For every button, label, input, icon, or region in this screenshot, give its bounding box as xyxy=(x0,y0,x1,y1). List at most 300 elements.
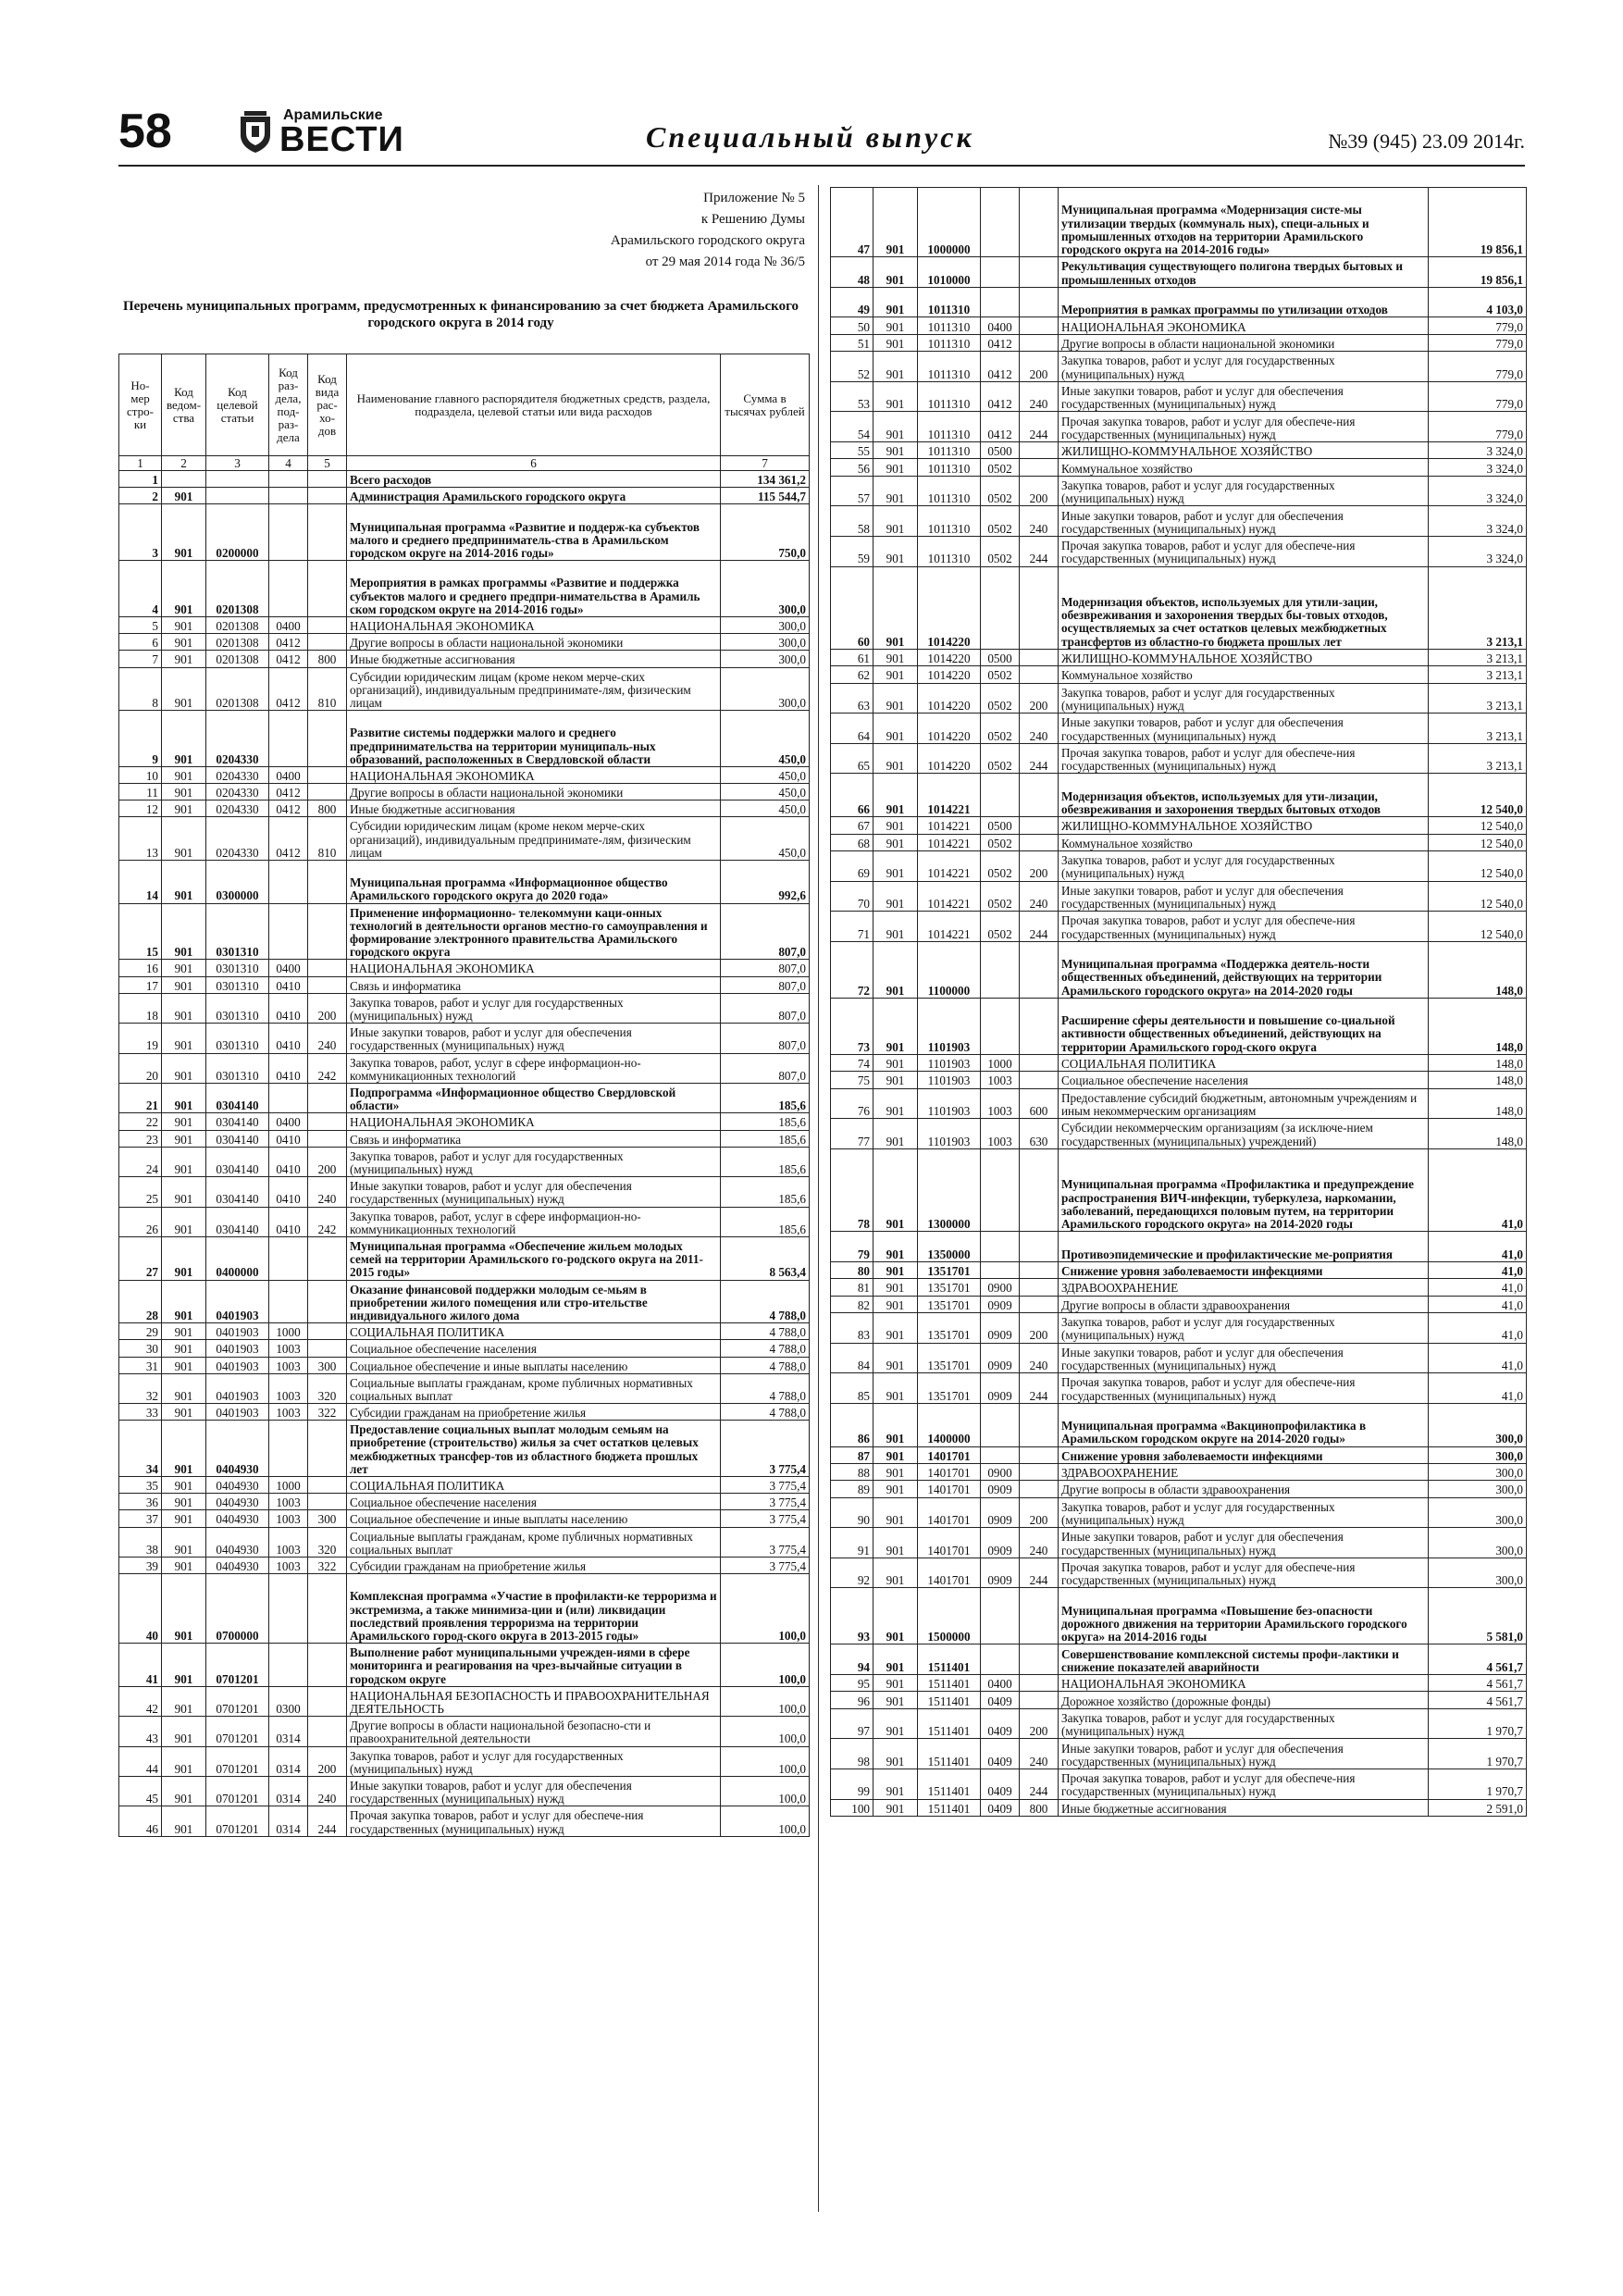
section-code-cell xyxy=(981,941,1020,998)
expense-type-cell: 320 xyxy=(308,1527,347,1557)
table-row xyxy=(119,1806,810,1836)
section-code-cell xyxy=(981,998,1020,1054)
dept-code-cell: 901 xyxy=(873,352,918,382)
dept-code-cell: 901 xyxy=(873,912,918,942)
expense-type-cell: 244 xyxy=(1020,536,1059,566)
expense-type-cell xyxy=(1020,441,1059,458)
section-code-cell: 0314 xyxy=(269,1806,308,1836)
amount-cell: 41,0 xyxy=(1429,1296,1527,1312)
table-row xyxy=(119,1686,810,1716)
item-name-cell: Прочая закупка товаров, работ и услуг для обеспече-ния государственных (муниципальных) нужд xyxy=(1059,1769,1429,1800)
item-name-cell: Иные закупки товаров, работ и услуг для обеспечения государственных (муниципальных) нужд xyxy=(1059,381,1429,412)
target-code-cell: 1011310 xyxy=(918,476,981,506)
amount-cell: 1 970,7 xyxy=(1429,1739,1527,1769)
table-row xyxy=(119,1527,810,1557)
table-row xyxy=(831,506,1527,537)
row-number-cell: 24 xyxy=(119,1147,162,1176)
table-row xyxy=(831,1446,1527,1463)
expense-type-cell: 200 xyxy=(1020,851,1059,882)
table-row xyxy=(119,1323,810,1340)
expense-type-cell xyxy=(1020,1296,1059,1312)
item-name-cell: Прочая закупка товаров, работ и услуг для обеспече-ния государственных (муниципальных) нужд xyxy=(1059,1373,1429,1404)
item-name-cell: Всего расходов xyxy=(347,471,721,488)
table-row xyxy=(831,912,1527,942)
row-number-cell: 40 xyxy=(119,1574,162,1644)
target-code-cell: 0404930 xyxy=(206,1477,269,1494)
expense-type-cell: 200 xyxy=(1020,352,1059,382)
row-number-cell: 44 xyxy=(119,1746,162,1776)
dept-code-cell: 901 xyxy=(162,1776,206,1806)
section-code-cell: 0412 xyxy=(981,412,1020,442)
section-code-cell: 0502 xyxy=(981,536,1020,566)
section-code-cell: 0412 xyxy=(981,334,1020,351)
expense-type-cell xyxy=(1020,317,1059,334)
item-name-cell: Иные закупки товаров, работ и услуг для обеспечения государственных (муниципальных) нужд xyxy=(347,1776,721,1806)
header-cell: Код целевой статьи xyxy=(206,354,269,456)
target-code-cell: 1351701 xyxy=(918,1279,981,1296)
amount-cell: 185,6 xyxy=(721,1147,810,1176)
item-name-cell: Другие вопросы в области национальной экономики xyxy=(1059,334,1429,351)
item-name-cell: Социальное обеспечение населения xyxy=(347,1494,721,1510)
table-row xyxy=(119,1113,810,1130)
expense-type-cell: 200 xyxy=(1020,1312,1059,1343)
target-code-cell: 0301310 xyxy=(206,993,269,1023)
expense-type-cell xyxy=(1020,1072,1059,1088)
dept-code-cell: 901 xyxy=(162,960,206,976)
expense-type-cell: 200 xyxy=(308,1746,347,1776)
dept-code-cell: 901 xyxy=(162,1404,206,1421)
expense-type-cell: 810 xyxy=(308,817,347,861)
expense-type-cell xyxy=(1020,1644,1059,1675)
table-row xyxy=(831,352,1527,382)
dept-code-cell: 901 xyxy=(873,666,918,683)
amount-cell: 148,0 xyxy=(1429,1072,1527,1088)
row-number-cell: 98 xyxy=(831,1739,873,1769)
row-number-cell: 28 xyxy=(119,1280,162,1323)
row-number-cell: 90 xyxy=(831,1497,873,1528)
section-code-cell xyxy=(269,861,308,904)
table-row xyxy=(831,1119,1527,1149)
item-name-cell: Субсидии юридическим лицам (кроме неком мерче-ских организаций), индивидуальным предпринимате-лям, физическим лицам xyxy=(347,817,721,861)
target-code-cell: 0401903 xyxy=(206,1404,269,1421)
amount-cell: 3 213,1 xyxy=(1429,566,1527,649)
amount-cell: 3 324,0 xyxy=(1429,506,1527,537)
target-code-cell: 0701201 xyxy=(206,1644,269,1687)
dept-code-cell: 901 xyxy=(162,1717,206,1746)
dept-code-cell: 901 xyxy=(162,1421,206,1477)
dept-code-cell: 901 xyxy=(873,774,918,817)
expense-type-cell: 244 xyxy=(1020,1373,1059,1404)
table-row xyxy=(831,1343,1527,1373)
expense-type-cell xyxy=(308,1340,347,1357)
table-row xyxy=(119,1776,810,1806)
amount-cell: 12 540,0 xyxy=(1429,834,1527,850)
amount-cell: 807,0 xyxy=(721,1024,810,1053)
expense-type-cell: 800 xyxy=(308,651,347,667)
target-code-cell: 1014221 xyxy=(918,851,981,882)
table-row xyxy=(831,1054,1527,1071)
amount-cell: 450,0 xyxy=(721,766,810,783)
table-row xyxy=(831,1588,1527,1644)
row-number-cell: 46 xyxy=(119,1806,162,1836)
item-name-cell: Муниципальная программа «Развитие и поддерж-ка субъектов малого и среднего предприниматель-ства в Арамильском городском округе на 2014-2016 годы» xyxy=(347,504,721,561)
item-name-cell: Иные закупки товаров, работ и услуг для обеспечения государственных (муниципальных) нужд xyxy=(1059,1739,1429,1769)
row-number-cell: 78 xyxy=(831,1148,873,1231)
table-row xyxy=(831,1296,1527,1312)
expense-type-cell xyxy=(308,1323,347,1340)
expense-type-cell: 200 xyxy=(1020,1497,1059,1528)
amount-cell: 300,0 xyxy=(1429,1558,1527,1588)
dept-code-cell: 901 xyxy=(162,993,206,1023)
row-number-cell: 73 xyxy=(831,998,873,1054)
amount-cell: 300,0 xyxy=(721,634,810,651)
expense-type-cell: 244 xyxy=(1020,743,1059,774)
target-code-cell: 0304140 xyxy=(206,1207,269,1236)
row-number-cell: 7 xyxy=(119,651,162,667)
item-name-cell: ЖИЛИЩНО-КОММУНАЛЬНОЕ ХОЗЯЙСТВО xyxy=(1059,649,1429,665)
section-code-cell xyxy=(981,1446,1020,1463)
section-code-cell: 0502 xyxy=(981,834,1020,850)
item-name-cell: Иные бюджетные ассигнования xyxy=(1059,1799,1429,1816)
dept-code-cell: 901 xyxy=(873,317,918,334)
expense-type-cell xyxy=(308,1236,347,1280)
amount-cell: 185,6 xyxy=(721,1113,810,1130)
row-number-cell: 66 xyxy=(831,774,873,817)
row-number-cell: 30 xyxy=(119,1340,162,1357)
target-code-cell: 0404930 xyxy=(206,1494,269,1510)
table-row xyxy=(831,1708,1527,1739)
item-name-cell: Иные закупки товаров, работ и услуг для обеспечения государственных (муниципальных) нужд xyxy=(1059,506,1429,537)
target-code-cell: 1101903 xyxy=(918,1054,981,1071)
dept-code-cell: 901 xyxy=(162,561,206,617)
dept-code-cell: 901 xyxy=(162,1558,206,1574)
amount-cell: 100,0 xyxy=(721,1686,810,1716)
expense-type-cell xyxy=(1020,1261,1059,1278)
section-code-cell: 0500 xyxy=(981,817,1020,834)
amount-cell: 3 213,1 xyxy=(1429,649,1527,665)
expense-type-cell xyxy=(308,1280,347,1323)
table-row xyxy=(831,1312,1527,1343)
row-number-cell: 89 xyxy=(831,1481,873,1497)
expense-type-cell xyxy=(308,488,347,504)
target-code-cell: 0301310 xyxy=(206,903,269,960)
target-code-cell: 1014221 xyxy=(918,912,981,942)
dept-code-cell xyxy=(162,471,206,488)
expense-type-cell: 322 xyxy=(308,1558,347,1574)
target-code-cell: 0701201 xyxy=(206,1686,269,1716)
row-number-cell: 57 xyxy=(831,476,873,506)
item-name-cell: Снижение уровня заболеваемости инфекциями xyxy=(1059,1261,1429,1278)
row-number-cell: 75 xyxy=(831,1072,873,1088)
expense-type-cell xyxy=(308,1477,347,1494)
amount-cell: 779,0 xyxy=(1429,381,1527,412)
table-row xyxy=(831,1373,1527,1404)
item-name-cell: Муниципальная программа «Вакцинопрофилактика в Арамильском городском округе на 2014-2020 годы» xyxy=(1059,1403,1429,1446)
expense-type-cell: 200 xyxy=(308,993,347,1023)
column-number: 4 xyxy=(269,456,308,471)
section-code-cell: 1003 xyxy=(269,1340,308,1357)
row-number-cell: 97 xyxy=(831,1708,873,1739)
amount-cell: 2 591,0 xyxy=(1429,1799,1527,1816)
target-code-cell: 0204330 xyxy=(206,817,269,861)
amount-cell: 100,0 xyxy=(721,1717,810,1746)
appendix-line: Арамильского городского округа xyxy=(610,233,805,248)
target-code-cell: 1010000 xyxy=(918,257,981,288)
dept-code-cell: 901 xyxy=(162,1644,206,1687)
amount-cell: 300,0 xyxy=(1429,1446,1527,1463)
expense-type-cell: 200 xyxy=(1020,683,1059,714)
section-code-cell: 0410 xyxy=(269,1024,308,1053)
item-name-cell: Применение информационно- телекоммуни каци-онных технологий в деятельности органов местно-го самоуправления и формирование электронного правительства Арамильского городского округа xyxy=(347,903,721,960)
target-code-cell: 0201308 xyxy=(206,616,269,633)
section-code-cell: 0502 xyxy=(981,459,1020,476)
dept-code-cell: 901 xyxy=(873,1799,918,1816)
dept-code-cell: 901 xyxy=(873,1644,918,1675)
amount-cell: 148,0 xyxy=(1429,998,1527,1054)
item-name-cell: ЖИЛИЩНО-КОММУНАЛЬНОЕ ХОЗЯЙСТВО xyxy=(1059,817,1429,834)
dept-code-cell: 901 xyxy=(162,1340,206,1357)
item-name-cell: Субсидии юридическим лицам (кроме неком мерче-ских организаций), индивидуальным предпринимате-лям, физическим лицам xyxy=(347,667,721,711)
amount-cell: 450,0 xyxy=(721,784,810,800)
row-number-cell: 67 xyxy=(831,817,873,834)
expense-type-cell xyxy=(308,1084,347,1113)
dept-code-cell: 901 xyxy=(162,1053,206,1083)
dept-code-cell: 901 xyxy=(873,998,918,1054)
table-row xyxy=(831,714,1527,744)
section-code-cell: 0502 xyxy=(981,743,1020,774)
section-code-cell: 0412 xyxy=(269,667,308,711)
item-name-cell: Развитие системы поддержки малого и среднего предпринимательства на территории муниципаль-ных образований, расположенных в Свердловской области xyxy=(347,711,721,767)
dept-code-cell: 901 xyxy=(873,851,918,882)
issue-info: №39 (945) 23.09 2014г. xyxy=(1328,130,1525,153)
table-row xyxy=(831,1769,1527,1800)
target-code-cell: 0301310 xyxy=(206,960,269,976)
row-number-cell: 80 xyxy=(831,1261,873,1278)
dept-code-cell: 901 xyxy=(162,651,206,667)
table-row xyxy=(119,1404,810,1421)
dept-code-cell: 901 xyxy=(873,1497,918,1528)
section-code-cell: 0909 xyxy=(981,1296,1020,1312)
target-code-cell: 0304140 xyxy=(206,1113,269,1130)
amount-cell: 450,0 xyxy=(721,800,810,817)
target-code-cell: 1401701 xyxy=(918,1497,981,1528)
column-divider xyxy=(818,185,819,2212)
item-name-cell: Социальные выплаты гражданам, кроме публичных нормативных социальных выплат xyxy=(347,1527,721,1557)
target-code-cell: 0401903 xyxy=(206,1280,269,1323)
target-code-cell: 0404930 xyxy=(206,1527,269,1557)
section-code-cell: 0909 xyxy=(981,1373,1020,1404)
target-code-cell: 0304140 xyxy=(206,1130,269,1147)
item-name-cell: Иные закупки товаров, работ и услуг для обеспечения государственных (муниципальных) нужд xyxy=(347,1177,721,1207)
row-number-cell: 91 xyxy=(831,1528,873,1558)
target-code-cell: 0404930 xyxy=(206,1421,269,1477)
dept-code-cell: 901 xyxy=(162,634,206,651)
table-row xyxy=(831,1072,1527,1088)
expense-type-cell: 600 xyxy=(1020,1088,1059,1119)
column-number: 3 xyxy=(206,456,269,471)
amount-cell: 100,0 xyxy=(721,1746,810,1776)
expense-type-cell: 800 xyxy=(308,800,347,817)
expense-type-cell xyxy=(1020,1692,1059,1708)
row-number-cell: 34 xyxy=(119,1421,162,1477)
item-name-cell: Предоставление субсидий бюджетным, автономным учреждениям и иным некоммерческим организациям xyxy=(1059,1088,1429,1119)
target-code-cell: 1400000 xyxy=(918,1403,981,1446)
amount-cell: 807,0 xyxy=(721,960,810,976)
amount-cell: 300,0 xyxy=(1429,1403,1527,1446)
section-code-cell: 0400 xyxy=(269,1113,308,1130)
section-code-cell: 1000 xyxy=(269,1477,308,1494)
amount-cell: 115 544,7 xyxy=(721,488,810,504)
item-name-cell: Закупка товаров, работ и услуг для государственных (муниципальных) нужд xyxy=(1059,1312,1429,1343)
row-number-cell: 58 xyxy=(831,506,873,537)
expense-type-cell: 320 xyxy=(308,1373,347,1403)
section-code-cell xyxy=(981,287,1020,317)
row-number-cell: 16 xyxy=(119,960,162,976)
dept-code-cell: 901 xyxy=(873,1072,918,1088)
item-name-cell: Комплексная программа «Участие в профилакти-ке терроризма и экстремизма, а также минимиза-ции и (или) ликвидации последствий проявления терроризма на территории Арамильского город-ского округа в 2013-2015 годы» xyxy=(347,1574,721,1644)
row-number-cell: 9 xyxy=(119,711,162,767)
expense-type-cell xyxy=(1020,1446,1059,1463)
table-row xyxy=(831,1558,1527,1588)
row-number-cell: 2 xyxy=(119,488,162,504)
target-code-cell xyxy=(206,471,269,488)
expense-type-cell xyxy=(308,1574,347,1644)
section-code-cell: 0502 xyxy=(981,881,1020,912)
table-row xyxy=(119,976,810,993)
expense-type-cell xyxy=(1020,649,1059,665)
item-name-cell: Администрация Арамильского городского округа xyxy=(347,488,721,504)
item-name-cell: Расширение сферы деятельности и повышение со-циальной активности общественных объединений, действующих на территории Арамильского город-ского округа xyxy=(1059,998,1429,1054)
amount-cell: 4 788,0 xyxy=(721,1373,810,1403)
amount-cell: 3 213,1 xyxy=(1429,743,1527,774)
table-row xyxy=(831,683,1527,714)
item-name-cell: Подпрограмма «Информационное общество Свердловской области» xyxy=(347,1084,721,1113)
item-name-cell: Дорожное хозяйство (дорожные фонды) xyxy=(1059,1692,1429,1708)
section-code-cell xyxy=(269,903,308,960)
section-code-cell: 0909 xyxy=(981,1343,1020,1373)
row-number-cell: 81 xyxy=(831,1279,873,1296)
target-code-cell: 0204330 xyxy=(206,711,269,767)
column-number-row xyxy=(119,456,810,471)
row-number-cell: 3 xyxy=(119,504,162,561)
item-name-cell: ЖИЛИЩНО-КОММУНАЛЬНОЕ ХОЗЯЙСТВО xyxy=(1059,441,1429,458)
item-name-cell: НАЦИОНАЛЬНАЯ ЭКОНОМИКА xyxy=(347,616,721,633)
target-code-cell: 0200000 xyxy=(206,504,269,561)
row-number-cell: 52 xyxy=(831,352,873,382)
section-code-cell: 0909 xyxy=(981,1481,1020,1497)
item-name-cell: Другие вопросы в области здравоохранения xyxy=(1059,1296,1429,1312)
dept-code-cell: 901 xyxy=(873,506,918,537)
amount-cell: 41,0 xyxy=(1429,1373,1527,1404)
amount-cell: 3 213,1 xyxy=(1429,683,1527,714)
target-code-cell: 0701201 xyxy=(206,1746,269,1776)
row-number-cell: 99 xyxy=(831,1769,873,1800)
expense-type-cell: 244 xyxy=(1020,1769,1059,1800)
amount-cell: 4 103,0 xyxy=(1429,287,1527,317)
section-code-cell: 0412 xyxy=(269,634,308,651)
table-row xyxy=(831,1799,1527,1816)
dept-code-cell: 901 xyxy=(873,412,918,442)
newspaper-logo xyxy=(239,107,516,159)
table-row xyxy=(119,766,810,783)
table-row xyxy=(119,1644,810,1687)
amount-cell: 12 540,0 xyxy=(1429,851,1527,882)
dept-code-cell: 901 xyxy=(162,1024,206,1053)
row-number-cell: 42 xyxy=(119,1686,162,1716)
row-number-cell: 100 xyxy=(831,1799,873,1816)
section-code-cell: 0412 xyxy=(269,800,308,817)
dept-code-cell: 901 xyxy=(873,1343,918,1373)
row-number-cell: 15 xyxy=(119,903,162,960)
dept-code-cell: 901 xyxy=(873,287,918,317)
amount-cell: 300,0 xyxy=(721,561,810,617)
target-code-cell: 0204330 xyxy=(206,784,269,800)
dept-code-cell: 901 xyxy=(873,1528,918,1558)
header-cell: Код ведом-ства xyxy=(162,354,206,456)
amount-cell: 4 788,0 xyxy=(721,1280,810,1323)
amount-cell: 807,0 xyxy=(721,993,810,1023)
table-row xyxy=(831,1403,1527,1446)
expense-type-cell xyxy=(1020,1054,1059,1071)
row-number-cell: 84 xyxy=(831,1343,873,1373)
item-name-cell: Коммунальное хозяйство xyxy=(1059,666,1429,683)
section-code-cell: 0410 xyxy=(269,1177,308,1207)
row-number-cell: 33 xyxy=(119,1404,162,1421)
section-code-cell xyxy=(269,1280,308,1323)
amount-cell: 3 775,4 xyxy=(721,1421,810,1477)
amount-cell: 3 324,0 xyxy=(1429,536,1527,566)
dept-code-cell: 901 xyxy=(162,1323,206,1340)
section-code-cell: 0409 xyxy=(981,1769,1020,1800)
section-code-cell xyxy=(981,1403,1020,1446)
table-row xyxy=(831,287,1527,317)
item-name-cell: Иные бюджетные ассигнования xyxy=(347,800,721,817)
row-number-cell: 93 xyxy=(831,1588,873,1644)
table-row xyxy=(119,800,810,817)
row-number-cell: 8 xyxy=(119,667,162,711)
amount-cell: 148,0 xyxy=(1429,1054,1527,1071)
table-row xyxy=(119,1373,810,1403)
expense-type-cell: 240 xyxy=(1020,1343,1059,1373)
amount-cell: 41,0 xyxy=(1429,1279,1527,1296)
table-row xyxy=(119,667,810,711)
item-name-cell: НАЦИОНАЛЬНАЯ ЭКОНОМИКА xyxy=(1059,317,1429,334)
target-code-cell: 0301310 xyxy=(206,1053,269,1083)
item-name-cell: НАЦИОНАЛЬНАЯ ЭКОНОМИКА xyxy=(347,960,721,976)
target-code-cell: 1300000 xyxy=(918,1148,981,1231)
table-row xyxy=(831,1644,1527,1675)
amount-cell: 450,0 xyxy=(721,711,810,767)
section-code-cell: 1000 xyxy=(269,1323,308,1340)
section-code-cell: 0900 xyxy=(981,1279,1020,1296)
item-name-cell: Прочая закупка товаров, работ и услуг для обеспече-ния государственных (муниципальных) нужд xyxy=(1059,536,1429,566)
amount-cell: 3 775,4 xyxy=(721,1527,810,1557)
section-code-cell: 0502 xyxy=(981,506,1020,537)
section-code-cell xyxy=(269,1421,308,1477)
target-code-cell: 0304140 xyxy=(206,1177,269,1207)
table-row xyxy=(119,1357,810,1373)
amount-cell: 100,0 xyxy=(721,1574,810,1644)
expense-type-cell: 240 xyxy=(1020,714,1059,744)
expense-type-cell xyxy=(1020,1148,1059,1231)
row-number-cell: 60 xyxy=(831,566,873,649)
table-row xyxy=(119,1280,810,1323)
section-code-cell: 0400 xyxy=(981,1675,1020,1692)
dept-code-cell: 901 xyxy=(873,334,918,351)
item-name-cell: Иные закупки товаров, работ и услуг для обеспечения государственных (муниципальных) нужд xyxy=(1059,1343,1429,1373)
table-row xyxy=(831,317,1527,334)
logo-main-text: ВЕСТИ xyxy=(279,120,404,159)
